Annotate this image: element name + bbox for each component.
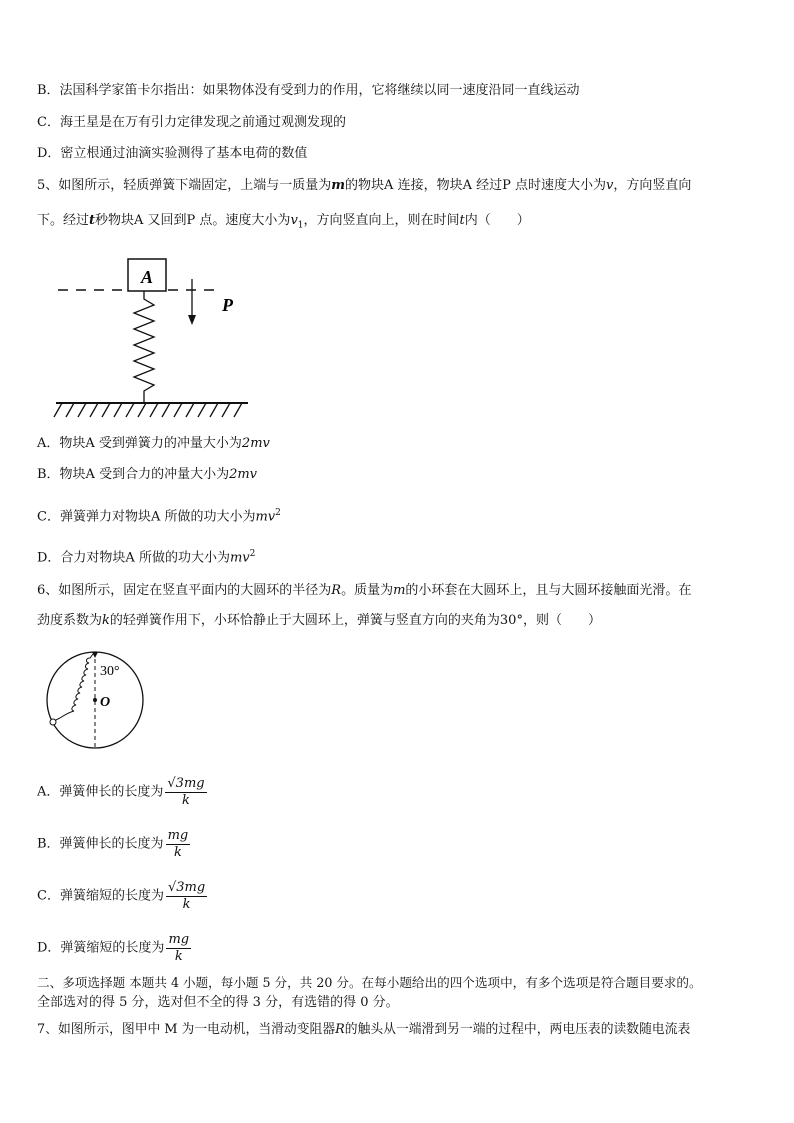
q5-stem-line1: 5、如图所示，轻质弹簧下端固定，上端与一质量为m的物块A 连接，物块A 经过P 点时速度大小为v，方向竖直向 [37,178,692,193]
prev-option-b: B．法国科学家笛卡尔指出：如果物体没有受到力的作用，它将继续以同一速度沿同一直线运动 [37,83,580,98]
q5-option-a[interactable]: A．物块A 受到弹簧力的冲量大小为2mv [37,436,270,451]
q6-stem-line1: 6、如图所示，固定在竖直平面内的大圆环的半径为R。质量为m的小环套在大圆环上，且与大圆环接触面光滑。在 [37,583,692,598]
q5-option-b[interactable]: B．物块A 受到合力的冲量大小为2mv [37,467,258,482]
prev-option-c: C．海王星是在万有引力定律发现之前通过观测发现的 [37,115,346,130]
center-dot [93,698,97,702]
center-label: O [100,695,111,710]
q5-option-d[interactable]: D．合力对物块A 所做的功大小为$mv^2$ [37,549,256,566]
q6-figure [40,648,150,753]
q5-figure [50,255,260,425]
velocity-arrowhead [188,315,196,325]
ground-hatch [54,403,242,417]
spring [54,654,93,721]
spring-top-anchor [92,652,98,658]
prev-option-d: D．密立根通过油滴实验测得了基本电荷的数值 [37,146,308,161]
q6-option-c[interactable]: C．弹簧缩短的长度为 $\frac{√3mg}{k}$ [37,880,206,912]
small-ring [50,719,56,725]
q5-option-c[interactable]: C．弹簧弹力对物块A 所做的功大小为$mv^2$ [37,508,281,525]
spring [134,291,154,403]
section2-instruction-line1: 二、多项选择题 本题共 4 小题，每小题 5 分，共 20 分。在每小题给出的四个选项中，有多个选项是符合题目要求的。 [37,975,702,990]
q7-stem-line1: 7、如图所示，图甲中 M 为一电动机，当滑动变阻器R的触头从一端滑到另一端的过程中，两电压表的读数随电流表 [37,1022,691,1037]
point-p-label: P [222,295,233,315]
q6-stem-line2: 劲度系数为k的轻弹簧作用下，小环恰静止于大圆环上，弹簧与竖直方向的夹角为30°，则（ ） [37,613,601,628]
q6-option-a[interactable]: A．弹簧伸长的长度为 $\frac{√3mg}{k}$ [37,776,205,808]
q6-option-d[interactable]: D．弹簧缩短的长度为 $\frac{mg}{k}$ [37,932,190,964]
q6-option-b[interactable]: B．弹簧伸长的长度为 $\frac{mg}{k}$ [37,828,189,860]
section2-instruction-line2: 全部选对的得 5 分，选对但不全的得 3 分，有选错的得 0 分。 [37,995,399,1010]
block-label: A [140,267,154,287]
angle-label: 30° [100,664,120,679]
q5-stem-line2: 下。经过t秒物块A 又回到P 点。速度大小为$v_1$，方向竖直向上，则在时间t内（ ） [37,213,530,231]
